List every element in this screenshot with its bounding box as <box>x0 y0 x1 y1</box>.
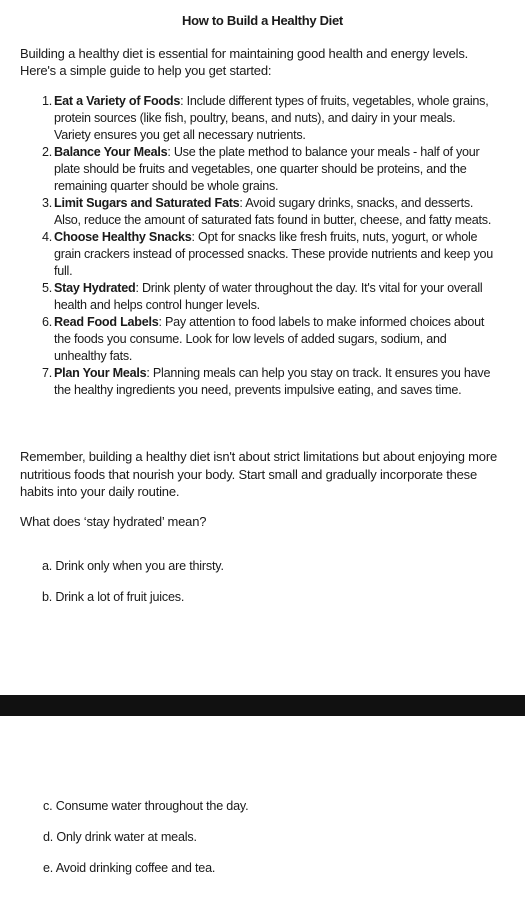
answer-option-e[interactable]: e. Avoid drinking coffee and tea. <box>43 861 216 875</box>
step-number: 4. <box>42 230 53 244</box>
step-title: Read Food Labels <box>54 315 159 329</box>
list-item <box>20 365 495 399</box>
step-text: : Planning meals can help you stay on track. It ensures you have the healthy ingredients you need, prevents impulsive eating, and saves time. <box>54 366 491 397</box>
step-title: Balance Your Meals <box>54 145 168 159</box>
list-item <box>20 195 495 229</box>
step-number: 2. <box>42 145 53 159</box>
step-text: : Avoid sugary drinks, snacks, and desserts. Also, reduce the amount of saturated fats found in butter, cheese, and fatty meats. <box>54 196 492 227</box>
list-item <box>20 144 495 195</box>
step-number: 1. <box>42 94 53 108</box>
step-title: Stay Hydrated <box>54 281 136 295</box>
step-text: : Drink plenty of water throughout the day. It's vital for your overall health and helps control hunger levels. <box>54 281 483 312</box>
step-number: 3. <box>42 196 53 210</box>
list-item <box>20 314 495 365</box>
step-text: : Pay attention to food labels to make informed choices about the foods you consume. Look for low levels of added sugars, sodium, and unhealthy fats. <box>54 315 485 363</box>
step-number: 7. <box>42 366 53 380</box>
quiz-question: What does ‘stay hydrated’ mean? <box>20 514 207 529</box>
step-title: Eat a Variety of Foods <box>54 94 181 108</box>
steps-list <box>20 93 495 399</box>
page-title: How to Build a Healthy Diet <box>182 13 343 28</box>
answer-option-b[interactable]: b. Drink a lot of fruit juices. <box>42 590 185 604</box>
answer-option-d[interactable]: d. Only drink water at meals. <box>43 830 197 844</box>
page-divider-bar <box>0 695 525 716</box>
answer-option-a[interactable]: a. Drink only when you are thirsty. <box>42 559 224 573</box>
step-text: : Opt for snacks like fresh fruits, nuts, yogurt, or whole grain crackers instead of processed snacks. These provide nutrients and keep you full. <box>54 230 493 278</box>
step-title: Choose Healthy Snacks <box>54 230 192 244</box>
intro-paragraph: Building a healthy diet is essential for maintaining good health and energy levels. Here's a simple guide to help you get started: <box>20 46 469 78</box>
list-item <box>20 93 495 144</box>
step-number: 6. <box>42 315 53 329</box>
closing-paragraph: Remember, building a healthy diet isn't about strict limitations but about enjoying more nutritious foods that nourish your body. Start small and gradually incorporate these habits into your daily routine. <box>20 449 497 499</box>
list-item <box>20 229 495 280</box>
step-text: : Use the plate method to balance your meals - half of your plate should be fruits and vegetables, one quarter should be proteins, and the remaining quarter should be whole grains. <box>54 145 480 193</box>
answer-option-c[interactable]: c. Consume water throughout the day. <box>43 799 249 813</box>
step-text: : Include different types of fruits, vegetables, whole grains, protein sources (like fish, poultry, beans, and nuts), and dairy in your meals. Variety ensures you get all necessary nutrients. <box>54 94 489 142</box>
step-number: 5. <box>42 281 53 295</box>
step-title: Limit Sugars and Saturated Fats <box>54 196 240 210</box>
step-title: Plan Your Meals <box>54 366 147 380</box>
list-item <box>20 280 495 314</box>
